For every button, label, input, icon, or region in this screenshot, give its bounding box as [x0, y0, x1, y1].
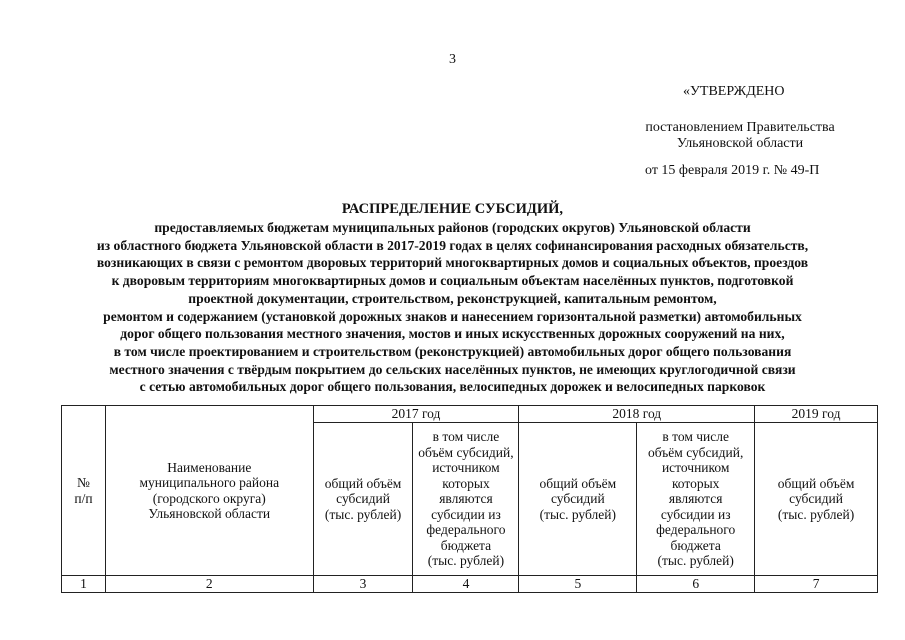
- header-text: источником: [661, 460, 730, 476]
- header-text: общий объём: [324, 475, 402, 491]
- subtitle-line: предоставляемых бюджетам муниципальных районов (городских округов) Ульяновской области: [154, 220, 751, 235]
- header-text: (городского округа): [152, 490, 266, 506]
- header-text: Ульяновской области: [148, 506, 271, 521]
- column-number-row: [62, 576, 878, 593]
- column-number: 5: [519, 576, 637, 593]
- header-cell-total-2018: [519, 423, 637, 576]
- subtitle-line: местного значения с твёрдым покрытием до сельских населённых пунктов, не имеющих круглогодичной связи: [109, 361, 796, 377]
- header-cell-number: [62, 406, 106, 576]
- header-text: общий объём: [777, 475, 855, 491]
- header-year-2019: 2019 год: [755, 406, 878, 423]
- approval-issuer-line: постановлением Правительства: [645, 120, 835, 135]
- header-text: субсидии из: [431, 506, 501, 522]
- header-text: (тыс. рублей): [777, 506, 855, 522]
- subtitle-line: проектной документации, строительством, реконструкцией, капитальным ремонтом,: [188, 290, 717, 306]
- header-text: федерального: [656, 522, 736, 538]
- header-text: федерального: [426, 522, 506, 538]
- header-text: общий объём: [539, 475, 617, 491]
- header-text: которых: [442, 475, 490, 491]
- header-text: источником: [432, 460, 500, 476]
- header-text: субсидии из: [660, 506, 731, 522]
- header-text: №: [77, 475, 90, 490]
- approval-date: от 15 февраля 2019 г. № 49-П: [645, 163, 820, 178]
- header-year-2017: 2017 год: [313, 406, 519, 423]
- approval-heading: «УТВЕРЖДЕНО: [683, 84, 785, 99]
- subtitle-line: с сетью автомобильных дорог общего пользования, велосипедных дорожек и велосипедных парковок: [139, 379, 766, 395]
- header-text: объём субсидий,: [418, 444, 514, 460]
- column-number: 2: [105, 576, 313, 593]
- header-text: (тыс. рублей): [539, 506, 616, 522]
- header-cell-total-2019: [755, 423, 878, 576]
- header-text: в том числе: [432, 429, 500, 445]
- subtitle-line: дорог общего пользования местного значения, мостов и иных искусственных дорожных сооружений на них,: [120, 326, 785, 342]
- column-number: 1: [62, 576, 106, 593]
- header-text: (тыс. рублей): [657, 553, 734, 569]
- approval-issuer-line: Ульяновской области: [676, 136, 804, 151]
- header-year-2018: 2018 год: [519, 406, 755, 423]
- header-text: субсидий: [550, 491, 605, 507]
- subtitle-line: из областного бюджета Ульяновской области в 2017-2019 годах в целях софинансирования расходных обязательств,: [96, 237, 809, 253]
- column-number: 7: [755, 576, 878, 593]
- header-text: субсидий: [336, 491, 390, 507]
- approval-issuer: [625, 120, 855, 152]
- subsidy-distribution-table: [61, 405, 878, 593]
- header-text: являются: [668, 491, 723, 507]
- subtitle-line: в том числе проектированием и строительством (реконструкцией) автомобильных дорог общего пользования: [113, 343, 792, 359]
- header-text: Наименование: [167, 459, 252, 475]
- header-text: (тыс. рублей): [427, 553, 505, 569]
- header-text: п/п: [74, 490, 93, 506]
- header-text: объём субсидий,: [648, 444, 744, 460]
- document-title: РАСПРЕДЕЛЕНИЕ СУБСИДИЙ,: [341, 201, 564, 217]
- document-subtitle: [40, 219, 865, 396]
- header-text: которых: [671, 475, 720, 491]
- column-number: 3: [313, 576, 413, 593]
- column-number: 4: [413, 576, 519, 593]
- header-text: субсидий: [789, 491, 843, 507]
- table-header-row: [62, 406, 878, 423]
- header-cell-federal-2018: [637, 423, 755, 576]
- header-text: являются: [439, 491, 493, 507]
- subtitle-line: возникающих в связи с ремонтом дворовых территорий многоквартирных домов и социальных объектов, проездов: [96, 255, 809, 271]
- header-text: бюджета: [670, 537, 721, 553]
- header-cell-district: [105, 406, 313, 576]
- page-number: 3: [449, 52, 456, 67]
- column-number: 6: [637, 576, 755, 593]
- subtitle-line: ремонтом и содержанием (установкой дорожных знаков и нанесением горизонтальной разметки) автомобильных: [103, 308, 802, 324]
- subtitle-line: к дворовым территориям многоквартирных домов и социальным объектам населённых пунктов, подготовкой: [111, 273, 794, 289]
- header-text: (тыс. рублей): [324, 506, 402, 522]
- header-cell-federal-2017: [413, 423, 519, 576]
- header-text: бюджета: [440, 537, 492, 553]
- header-cell-total-2017: [313, 423, 413, 576]
- header-text: в том числе: [662, 429, 729, 445]
- header-text: муниципального района: [139, 475, 280, 490]
